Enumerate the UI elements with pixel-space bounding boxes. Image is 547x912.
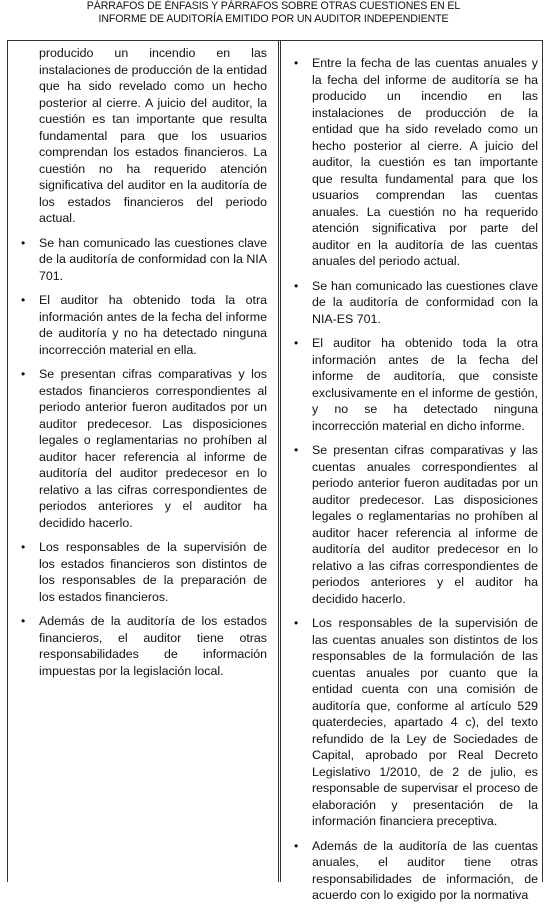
left-item-4 (21, 366, 267, 531)
comparison-table (7, 40, 543, 902)
bullet-icon: • (21, 367, 26, 381)
left-item-2-text: Se han comunicado las cuestiones clave de la auditoría de conformidad con la NIA 701. (39, 235, 267, 283)
bullet-icon: • (21, 614, 26, 628)
header-line-1: PÁRRAFOS DE ÉNFASIS Y PÁRRAFOS SOBRE OTRAS CUESTIONES EN EL (86, 0, 461, 12)
bullet-icon: • (294, 616, 299, 630)
bullet-icon: • (21, 235, 26, 250)
bullet-icon: • (294, 56, 299, 70)
left-item-6-text: Además de la auditoría de los estados financieros, el auditor tiene otras responsabilidades de información impuestas por la legislación local. (39, 614, 267, 678)
left-item-6 (21, 613, 267, 679)
bullet-icon: • (294, 838, 299, 853)
left-item-5-text: Los responsables de la supervisión de los estados financieros son distintos de los responsables de la preparación de los estados financieros. (39, 540, 267, 604)
right-item-1 (294, 55, 538, 270)
right-item-5-text: Los responsables de la supervisión de las cuentas anuales son distintos de los responsables de la formulación de las cuentas anuales por cuanto que la entidad cuenta con una comisión de auditoría que, conforme al artículo 529 quaterdecies, apartado 4 c), del texto refundido de la Ley de Sociedades de Capital, aprobado por Real Decreto Legislativo 1/2010, de 2 de julio, es responsable de supervisar el proceso de elaboración y presentación de la información financiera preceptiva. (312, 616, 538, 828)
right-item-4 (294, 442, 538, 607)
left-item-1-text: producido un incendio en las instalaciones de producción de la entidad que ha sido revelado como un hecho posterior al cierre. A juicio del auditor, la cuestión es tan importante que resulta fundamental para que los usuarios comprendan los estados financieros. La cuestión no ha requerido atención significativa del auditor en la auditoría de los estados financieros del periodo actual. (39, 46, 267, 225)
right-item-6-text: Además de la auditoría de las cuentas anuales, el auditor tiene otras responsabilidades de información, de acuerdo con lo exigido por la normativa (312, 838, 538, 902)
left-item-3 (21, 292, 267, 358)
column-divider (278, 41, 281, 882)
page-header (0, 0, 547, 25)
bullet-icon: • (294, 336, 299, 350)
bullet-icon: • (294, 443, 299, 457)
bullet-icon: • (294, 278, 299, 293)
right-item-2-text: Se han comunicado las cuestiones clave de la auditoría de conformidad con la NIA-ES 701. (312, 278, 538, 326)
left-item-2 (21, 235, 267, 285)
right-item-5 (294, 615, 538, 830)
right-item-1-text: Entre la fecha de las cuentas anuales y la fecha del informe de auditoría se ha producido un incendio en las instalaciones de producción de la entidad que ha sido revelado como un hecho posterior al cierre. A juicio del auditor, la cuestión es tan importante que resulta fundamental para que los usuarios comprendan las cuentas anuales. La cuestión no ha requerido atención significativa por parte del auditor en la auditoría de las cuentas anuales del periodo actual. (312, 56, 538, 268)
header-line-2: INFORME DE AUDITORÍA EMITIDO POR UN AUDITOR INDEPENDIENTE (98, 12, 449, 25)
right-item-4-text: Se presentan cifras comparativas y las cuentas anuales correspondientes al periodo anterior fueron auditadas por un auditor predecesor. Las disposiciones legales o reglamentarias no prohíben al auditor hacer referencia al informe de auditoría del auditor predecesor en lo relativo a las cifras correspondientes de periodos anteriores y el auditor ha decidido hacerlo. (312, 443, 538, 606)
right-item-3 (294, 335, 538, 434)
bullet-icon: • (21, 293, 26, 307)
left-item-5 (21, 539, 267, 605)
left-item-4-text: Se presentan cifras comparativas y los estados financieros correspondientes al periodo anterior fueron auditados por un auditor predecesor. Las disposiciones legales o reglamentarias no prohíben al auditor hacer referencia al informe de auditoría del auditor predecesor en lo relativo a las cifras correspondientes de periodos anteriores y el auditor ha decidido hacerlo. (39, 367, 267, 530)
bullet-icon: • (21, 540, 26, 554)
left-column (21, 41, 267, 687)
right-item-6 (294, 838, 538, 904)
left-item-1 (21, 45, 267, 227)
left-item-3-text: El auditor ha obtenido toda la otra información antes de la fecha del informe de auditoría y no ha detectado ninguna incorrección material en ella. (39, 293, 267, 357)
right-column (294, 41, 538, 912)
right-item-2 (294, 278, 538, 328)
right-item-3-text: El auditor ha obtenido toda la otra información antes de la fecha del informe de auditoría, que consiste exclusivamente en el informe de gestión, y no se ha detectado ninguna incorrección material en dicho informe. (312, 336, 538, 433)
